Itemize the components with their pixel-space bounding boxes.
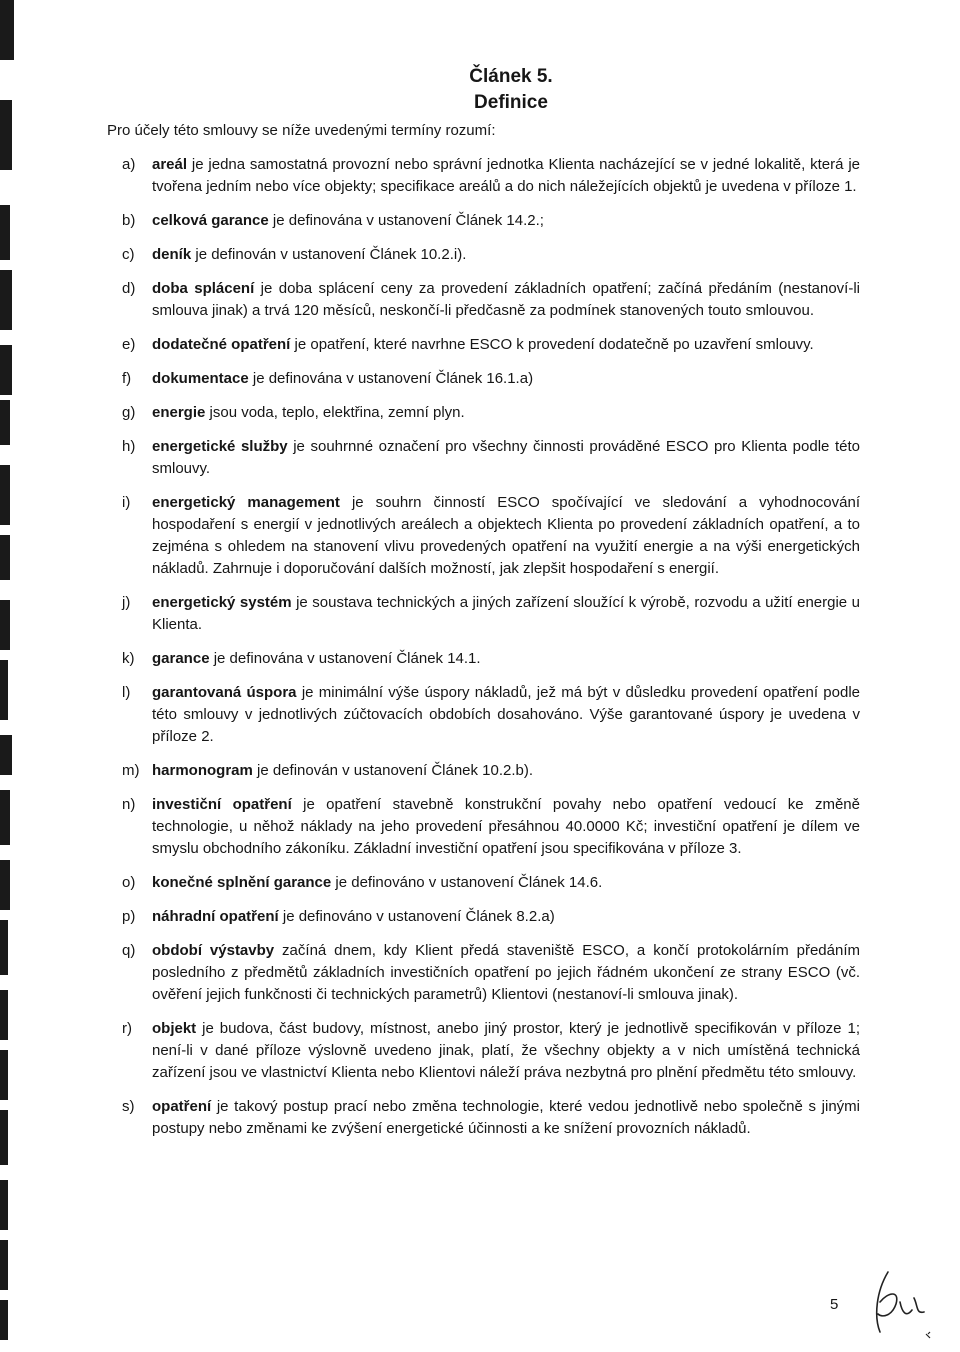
definition-letter: f) <box>122 370 132 387</box>
definition-item <box>122 1018 860 1084</box>
definition-letter: i) <box>122 494 131 511</box>
definition-item <box>122 940 860 1006</box>
definition-letter: s) <box>122 1098 135 1115</box>
definition-item <box>122 906 860 928</box>
definition-letter: k) <box>122 650 135 667</box>
definition-item <box>122 368 860 390</box>
definition-letter: o) <box>122 874 136 891</box>
definition-term: investiční opatření <box>152 796 292 813</box>
definition-item <box>122 760 860 782</box>
definition-letter: c) <box>122 246 135 263</box>
definition-term: náhradní opatření <box>152 908 279 925</box>
definition-text: je souhrn činností ESCO spočívající ve sledování a vyhodnocování hospodaření s energií v jednotlivých areálech a objektech Klienta po provedení základních opatření, a to zejména s ohledem na stanovení vlivu provedených opatření na využití energie a na výši energetických nákladů. Zahrnuje i doporučování dalších možností, jak zlepšit hospodaření s energií. <box>152 494 861 577</box>
definition-text: je jedna samostatná provozní nebo správní jednotka Klienta nacházející se v jedné lokalitě, která je tvořena jedním nebo více objekty; specifikace areálů a do nich náležejících objektů je uvedena v příloze 1. <box>152 156 860 195</box>
definition-text: je definováno v ustanovení Článek 14.6. <box>331 874 603 891</box>
definition-letter: j) <box>122 594 131 611</box>
definition-item <box>122 648 860 670</box>
definition-text: je definováno v ustanovení Článek 8.2.a) <box>278 908 555 925</box>
definition-term: garance <box>152 650 210 667</box>
definition-text: je definována v ustanovení Článek 14.1. <box>209 650 481 667</box>
definition-letter: r) <box>122 1020 132 1037</box>
definition-term: konečné splnění garance <box>152 874 332 891</box>
definition-letter: d) <box>122 280 136 297</box>
intro-text: Pro účely této smlouvy se níže uvedenými termíny rozumí: <box>107 122 496 139</box>
definition-item <box>122 278 860 322</box>
definition-text: je doba splácení ceny za provedení základních opatření; začíná předáním (nestanoví-li smlouva jinak) a trvá 120 měsíců, neskončí-li předčasně za podmínek stanovených touto smlouvou. <box>152 280 860 319</box>
definition-text: je definována v ustanovení Článek 14.2.; <box>268 212 544 229</box>
definition-letter: q) <box>122 942 136 959</box>
definition-term: energetické služby <box>152 438 288 455</box>
definition-item <box>122 592 860 636</box>
signature-mark <box>866 1262 946 1342</box>
definition-term: dokumentace <box>152 370 249 387</box>
definition-term: areál <box>152 156 188 173</box>
definition-term: energetický systém <box>152 594 292 611</box>
definition-term: garantovaná úspora <box>152 684 297 701</box>
definition-letter: l) <box>122 684 131 701</box>
definition-term: objekt <box>152 1020 197 1037</box>
definition-letter: g) <box>122 404 136 421</box>
definition-text: je budova, část budovy, místnost, anebo jiný prostor, který je jednotlivě specifikován v příloze 1; není-li v dané příloze výslovně uvedeno jinak, platí, že všechny objekty a v nich umístěná technická zařízení jsou ve vlastnictví Klienta nebo Klientovi náleží práva nezbytná pro plnění předmětu této smlouvy. <box>152 1020 860 1081</box>
definition-text: je definován v ustanovení Článek 10.2.b). <box>252 762 534 779</box>
definition-text: je souhrnné označení pro všechny činnosti prováděné ESCO pro Klienta podle této smlouvy. <box>152 438 860 477</box>
definition-item <box>122 1096 860 1140</box>
definition-term: období výstavby <box>152 942 275 959</box>
definition-item <box>122 436 860 480</box>
definition-item <box>122 682 860 748</box>
definition-text: jsou voda, teplo, elektřina, zemní plyn. <box>205 404 465 421</box>
definition-text: je minimální výše úspory nákladů, jež má být v důsledku provedení opatření podle této smlouvy v jednotlivých zúčtovacích obdobích dosahováno. Výše garantované úspory je uvedena v příloze 2. <box>152 684 860 745</box>
definition-item <box>122 794 860 860</box>
article-header <box>0 64 960 116</box>
definition-letter: h) <box>122 438 136 455</box>
definition-term: energetický management <box>152 494 340 511</box>
definition-letter: b) <box>122 212 136 229</box>
definition-term: opatření <box>152 1098 212 1115</box>
definition-text: je soustava technických a jiných zařízení sloužící k výrobě, rozvodu a užití energie u Klienta. <box>152 594 860 633</box>
definition-term: doba splácení <box>152 280 255 297</box>
definition-item <box>122 402 860 424</box>
definition-letter: e) <box>122 336 136 353</box>
definitions-list <box>122 154 860 1152</box>
definition-item <box>122 210 860 232</box>
definition-item <box>122 872 860 894</box>
definition-item <box>122 334 860 356</box>
definition-item <box>122 154 860 198</box>
definition-item <box>122 244 860 266</box>
definition-text: je opatření stavebně konstrukční povahy nebo opatření vedoucí ke změně technologie, u něhož náklady na jeho provedení přesáhnou 40.0000 Kč; investiční opatření je dílem ve smyslu obchodního zákoníku. Základní investiční opatření jsou specifikována v příloze 3. <box>152 796 860 857</box>
definition-text: je definována v ustanovení Článek 16.1.a) <box>248 370 534 387</box>
definition-text: je definován v ustanovení Článek 10.2.i). <box>191 246 467 263</box>
article-number: Článek 5. <box>469 66 553 87</box>
page-number: 5 <box>830 1296 839 1313</box>
definition-letter: n) <box>122 796 136 813</box>
definition-text: je opatření, které navrhne ESCO k provedení dodatečně po uzavření smlouvy. <box>290 336 814 353</box>
definition-item <box>122 492 860 580</box>
definition-letter: m) <box>122 762 140 779</box>
definition-term: celková garance <box>152 212 269 229</box>
definition-term: energie <box>152 404 206 421</box>
definition-text: začíná dnem, kdy Klient předá staveniště ESCO, a končí protokolárním předáním posledního z předmětů základních investičních opatření po jejich řádném ukončení ze strany ESCO (vč. ověření jejich funkčnosti či technických parametrů) Klientovi (nestanoví-li smlouva jinak). <box>152 942 860 1003</box>
definition-term: deník <box>152 246 192 263</box>
definition-term: dodatečné opatření <box>152 336 291 353</box>
definition-letter: a) <box>122 156 136 173</box>
definition-letter: p) <box>122 908 136 925</box>
scan-edge-marks <box>0 0 30 1352</box>
article-title: Definice <box>474 92 548 113</box>
definition-text: je takový postup prací nebo změna technologie, které vedou jednotlivě nebo společně s jinými postupy nebo změnami ke zvýšení energetické účinnosti a ke snížení provozních nákladů. <box>152 1098 860 1137</box>
definition-term: harmonogram <box>152 762 253 779</box>
